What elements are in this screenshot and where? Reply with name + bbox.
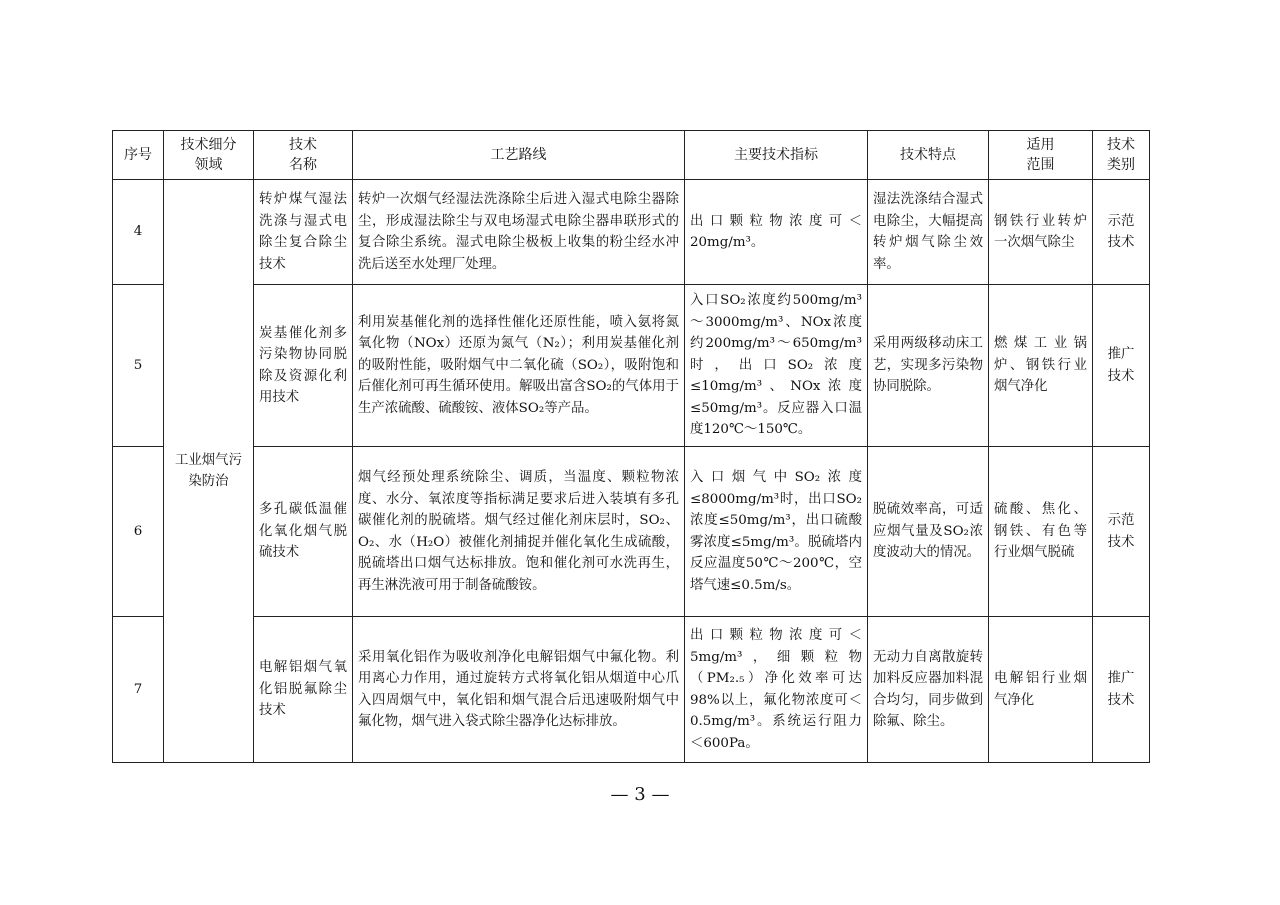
row-number: 5: [113, 285, 164, 447]
table-header-row: [113, 131, 1150, 180]
tech-features: 脱硫效率高，可适应烟气量及SO₂浓度波动大的情况。: [868, 447, 989, 617]
main-indicators: 入口烟气中SO₂浓度≤8000mg/m³时，出口SO₂浓度≤50mg/m³，出口硫酸雾浓度≤5mg/m³。脱硫塔内反应温度50℃～200℃，空塔气速≤0.5m/s。: [685, 447, 868, 617]
tech-category: 推广 技术: [1093, 617, 1150, 763]
header-indicator: 主要技术指标: [685, 131, 868, 180]
applicable-scope: 硫酸、焦化、钢铁、有色等行业烟气脱硫: [989, 447, 1093, 617]
header-name: 技术 名称: [254, 131, 353, 180]
applicable-scope: 钢铁行业转炉一次烟气除尘: [989, 180, 1093, 285]
applicable-scope: 电解铝行业烟气净化: [989, 617, 1093, 763]
tech-name: 多孔碳低温催化氧化烟气脱硫技术: [254, 447, 353, 617]
process-route: 转炉一次烟气经湿法洗涤除尘后进入湿式电除尘器除尘，形成湿法除尘与双电场湿式电除尘器串联形式的复合除尘系统。湿式电除尘极板上收集的粉尘经水冲洗后送至水处理厂处理。: [353, 180, 685, 285]
tech-name: 炭基催化剂多污染物协同脱除及资源化利用技术: [254, 285, 353, 447]
header-feature: 技术特点: [868, 131, 989, 180]
header-field: 技术细分 领域: [164, 131, 254, 180]
process-route: 利用炭基催化剂的选择性催化还原性能，喷入氨将氮氧化物（NOx）还原为氮气（N₂）；利用炭基催化剂的吸附性能，吸附烟气中二氧化硫（SO₂），吸附饱和后催化剂可再生循环使用。解吸出富含SO₂的气体用于生产浓硫酸、硫酸铵、液体SO₂等产品。: [353, 285, 685, 447]
header-process: 工艺路线: [353, 131, 685, 180]
main-indicators: 出口颗粒物浓度可＜20mg/m³。: [685, 180, 868, 285]
process-route: 采用氧化铝作为吸收剂净化电解铝烟气中氟化物。利用离心力作用，通过旋转方式将氧化铝从烟道中心爪入四周烟气中，氧化铝和烟气混合后迅速吸附烟气中氟化物，烟气进入袋式除尘器净化达标排放。: [353, 617, 685, 763]
tech-features: 湿法洗涤结合湿式电除尘，大幅提高转炉烟气除尘效率。: [868, 180, 989, 285]
tech-features: 采用两级移动床工艺，实现多污染物协同脱除。: [868, 285, 989, 447]
table-row: [113, 447, 1150, 617]
page-number: — 3 —: [610, 784, 670, 805]
tech-name: 转炉煤气湿法洗涤与湿式电除尘复合除尘技术: [254, 180, 353, 285]
row-number: 6: [113, 447, 164, 617]
tech-features: 无动力自离散旋转加料反应器加料混合均匀，同步做到除氟、除尘。: [868, 617, 989, 763]
header-category: 技术 类别: [1093, 131, 1150, 180]
process-route: 烟气经预处理系统除尘、调质，当温度、颗粒物浓度、水分、氧浓度等指标满足要求后进入装填有多孔碳催化剂的脱硫塔。烟气经过催化剂床层时，SO₂、O₂、水（H₂O）被催化剂捕捉并催化氧化生成硫酸，脱硫塔出口烟气达标排放。饱和催化剂可水洗再生，再生淋洗液可用于制备硫酸铵。: [353, 447, 685, 617]
header-no: 序号: [113, 131, 164, 180]
field-cell: 工业烟气污染防治: [164, 180, 254, 763]
tech-category: 示范 技术: [1093, 180, 1150, 285]
table-row: [113, 285, 1150, 447]
tech-category: 示范 技术: [1093, 447, 1150, 617]
main-indicators: 入口SO₂浓度约500mg/m³～3000mg/m³、NOx浓度约200mg/m³～650mg/m³时，出口SO₂浓度≤10mg/m³、NOx浓度≤50mg/m³。反应器入口温度120℃～150℃。: [685, 285, 868, 447]
main-indicators: 出口颗粒物浓度可＜5mg/m³，细颗粒物（PM₂.₅）净化效率可达98%以上，氟化物浓度可＜0.5mg/m³。系统运行阻力＜600Pa。: [685, 617, 868, 763]
applicable-scope: 燃煤工业锅炉、钢铁行业烟气净化: [989, 285, 1093, 447]
table-row: [113, 180, 1150, 285]
header-scope: 适用 范围: [989, 131, 1093, 180]
technology-table: [112, 130, 1150, 763]
row-number: 7: [113, 617, 164, 763]
tech-category: 推广 技术: [1093, 285, 1150, 447]
tech-name: 电解铝烟气氧化铝脱氟除尘技术: [254, 617, 353, 763]
table-row: [113, 617, 1150, 763]
row-number: 4: [113, 180, 164, 285]
